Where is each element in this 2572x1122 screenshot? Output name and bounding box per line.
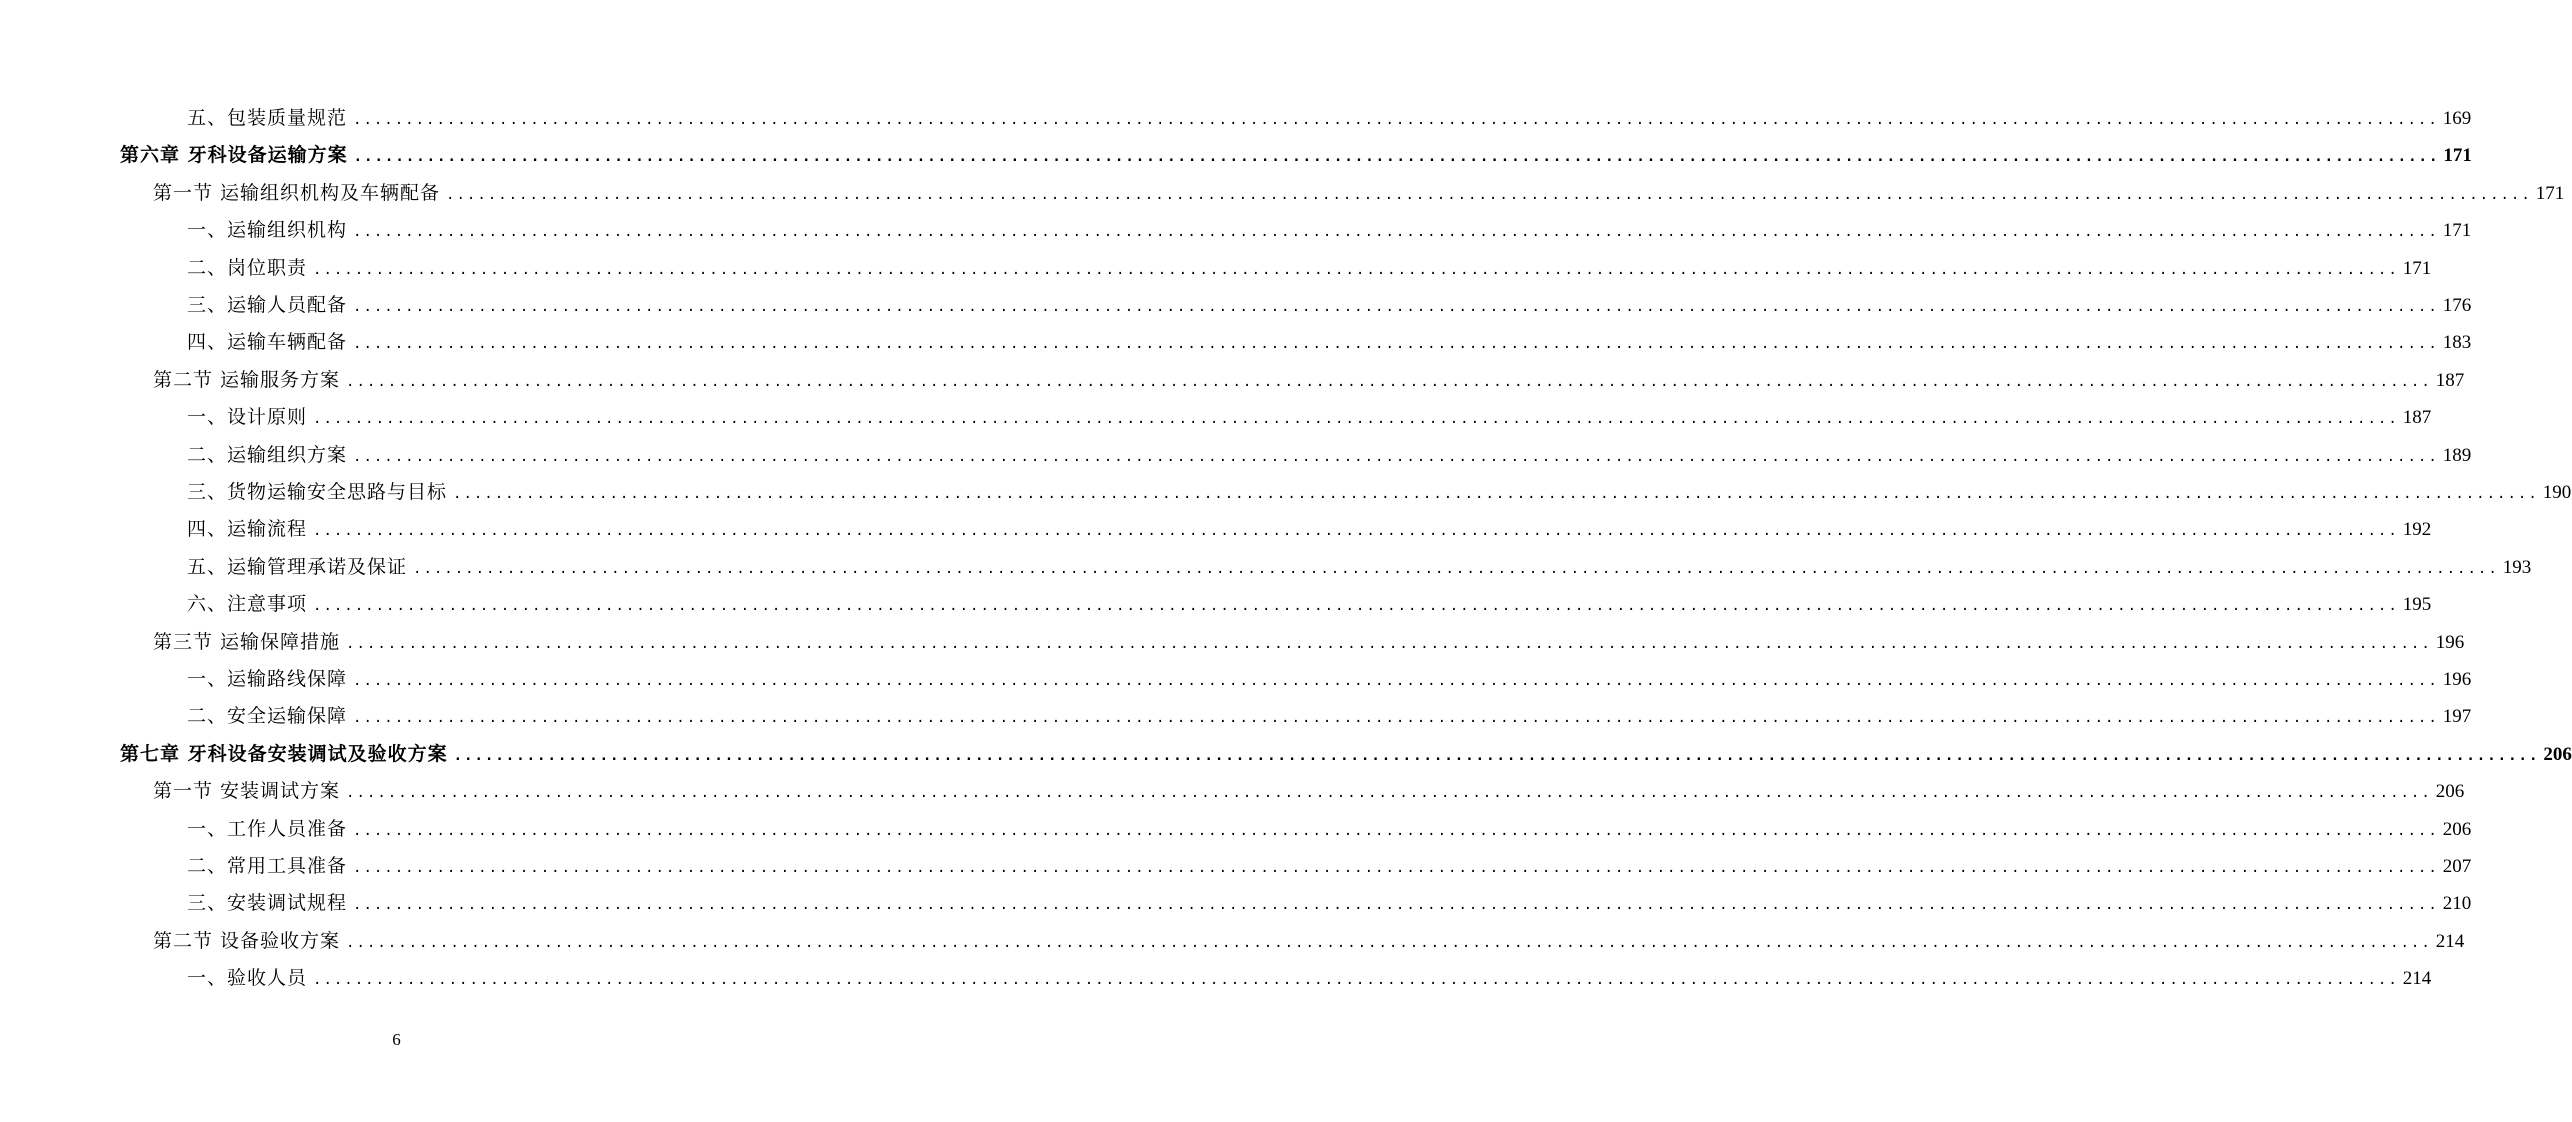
toc-entry-title: 五、包装质量规范 xyxy=(187,107,348,129)
toc-entry-title: 第六章 牙科设备运输方案 xyxy=(120,144,348,167)
toc-entry-title: 第一节 安装调试方案 xyxy=(153,780,341,803)
dot-leader: ........................................................................................................................................................................................................ xyxy=(353,673,2439,689)
toc-entry-section[interactable] xyxy=(153,624,2465,661)
dot-leader: ........................................................................................................................................................................................................ xyxy=(346,373,2432,390)
toc-entry-page: 197 xyxy=(2442,706,2472,728)
dot-leader: ........................................................................................................................................................................................................ xyxy=(353,112,2439,128)
toc-entry-title: 第二节 设备验收方案 xyxy=(153,929,341,952)
dot-leader: ........................................................................................................................................................................................................ xyxy=(453,486,2539,502)
toc-entry-page: 187 xyxy=(2435,369,2465,391)
toc-entry-item[interactable] xyxy=(187,661,2472,698)
toc-entry-item[interactable] xyxy=(187,885,2472,922)
toc-entry-page: 171 xyxy=(2535,182,2565,204)
dot-leader: ........................................................................................................................................................................................................ xyxy=(346,934,2432,951)
dot-leader: ........................................................................................................................................................................................................ xyxy=(313,598,2399,615)
toc-entry-page: 187 xyxy=(2402,407,2432,429)
dot-leader: ........................................................................................................................................................................................................ xyxy=(353,299,2439,315)
toc-entry-page: 207 xyxy=(2442,856,2472,877)
toc-entry-title: 六、注意事项 xyxy=(187,593,308,616)
toc-entry-page: 214 xyxy=(2435,930,2465,952)
toc-entry-title: 五、运输管理承诺及保证 xyxy=(187,555,408,578)
toc-entry-page: 195 xyxy=(2402,594,2432,616)
toc-entry-page: 196 xyxy=(2442,669,2472,690)
toc-entry-title: 一、运输组织机构 xyxy=(187,219,348,242)
toc-entry-section[interactable] xyxy=(153,362,2465,399)
dot-leader: ........................................................................................................................................................................................................ xyxy=(353,822,2439,839)
toc-entry-title: 第二节 运输服务方案 xyxy=(153,368,341,391)
toc-entry-title: 二、运输组织方案 xyxy=(187,443,348,466)
dot-leader: ........................................................................................................................................................................................................ xyxy=(353,897,2439,914)
toc-entry-page: 189 xyxy=(2442,444,2472,466)
toc-entry-page: 210 xyxy=(2442,893,2472,915)
dot-leader: ........................................................................................................................................................................................................ xyxy=(313,972,2399,989)
toc-entry-title: 三、安装调试规程 xyxy=(187,892,348,915)
dot-leader: ........................................................................................................................................................................................................ xyxy=(313,411,2399,428)
toc-entry-chapter[interactable] xyxy=(120,736,2572,773)
toc-entry-title: 一、验收人员 xyxy=(187,967,308,990)
dot-leader: ........................................................................................................................................................................................................ xyxy=(353,860,2439,876)
toc-entry-item[interactable] xyxy=(187,549,2532,586)
dot-leader: ........................................................................................................................................................................................................ xyxy=(353,710,2439,727)
toc-entry-item[interactable] xyxy=(187,474,2572,511)
toc-entry-title: 三、运输人员配备 xyxy=(187,294,348,316)
dot-leader: ........................................................................................................................................................................................................ xyxy=(353,224,2439,241)
toc-entry-item[interactable] xyxy=(187,586,2432,623)
dot-leader: ........................................................................................................................................................................................................ xyxy=(346,785,2432,802)
dot-leader: ........................................................................................................................................................................................................ xyxy=(346,635,2432,652)
toc-entry-item[interactable] xyxy=(187,511,2432,548)
toc-entry-title: 第七章 牙科设备安装调试及验收方案 xyxy=(120,742,448,765)
toc-entry-page: 214 xyxy=(2402,968,2432,990)
dot-leader: ........................................................................................................................................................................................................ xyxy=(353,149,2440,166)
toc-entry-item[interactable] xyxy=(187,698,2472,735)
toc-entry-item[interactable] xyxy=(187,250,2432,287)
toc-entry-title: 二、安全运输保障 xyxy=(187,705,348,728)
toc-entry-item[interactable] xyxy=(187,399,2432,436)
toc-entry-section[interactable] xyxy=(153,175,2565,212)
toc-entry-page: 176 xyxy=(2442,295,2472,316)
toc-entry-chapter[interactable] xyxy=(120,137,2472,174)
toc-entry-page: 169 xyxy=(2442,108,2472,129)
toc-entry-page: 183 xyxy=(2442,332,2472,354)
toc-entry-item[interactable] xyxy=(187,100,2472,137)
toc-entry-page: 206 xyxy=(2435,781,2465,803)
toc-entry-item[interactable] xyxy=(187,848,2472,885)
toc-entry-title: 一、设计原则 xyxy=(187,406,308,429)
toc-entry-page: 192 xyxy=(2402,519,2432,541)
toc-entry-item[interactable] xyxy=(187,212,2472,249)
dot-leader: ........................................................................................................................................................................................................ xyxy=(413,560,2499,577)
toc-entry-page: 196 xyxy=(2435,631,2465,653)
toc-entry-title: 二、常用工具准备 xyxy=(187,855,348,877)
toc-entry-title: 一、运输路线保障 xyxy=(187,668,348,690)
toc-entry-item[interactable] xyxy=(187,437,2472,474)
toc-entry-section[interactable] xyxy=(153,773,2465,810)
toc-entry-item[interactable] xyxy=(187,811,2472,848)
toc-entry-page: 206 xyxy=(2543,743,2572,765)
toc-entry-page: 171 xyxy=(2442,220,2472,242)
toc-entry-title: 三、货物运输安全思路与目标 xyxy=(187,481,448,503)
toc-entry-item[interactable] xyxy=(187,960,2432,997)
toc-entry-title: 二、岗位职责 xyxy=(187,256,308,279)
toc-entry-page: 193 xyxy=(2502,556,2532,578)
toc-entry-title: 第一节 运输组织机构及车辆配备 xyxy=(153,181,441,204)
dot-leader: ........................................................................................................................................................................................................ xyxy=(353,448,2439,465)
toc-entry-page: 206 xyxy=(2442,818,2472,840)
toc-entry-page: 171 xyxy=(2402,257,2432,279)
dot-leader: ........................................................................................................................................................................................................ xyxy=(453,747,2540,764)
toc-entry-page: 190 xyxy=(2542,482,2572,503)
dot-leader: ........................................................................................................................................................................................................ xyxy=(446,186,2532,203)
toc-entry-item[interactable] xyxy=(187,324,2472,361)
toc-entry-item[interactable] xyxy=(187,287,2472,324)
toc-entry-title: 四、运输车辆配备 xyxy=(187,331,348,354)
page-number: 6 xyxy=(392,1030,401,1049)
toc-entry-title: 一、工作人员准备 xyxy=(187,817,348,840)
dot-leader: ........................................................................................................................................................................................................ xyxy=(353,336,2439,353)
dot-leader: ........................................................................................................................................................................................................ xyxy=(313,523,2399,540)
toc-entry-section[interactable] xyxy=(153,923,2465,960)
toc-entry-page: 171 xyxy=(2443,145,2472,167)
toc-entry-title: 第三节 运输保障措施 xyxy=(153,630,341,653)
toc-entry-title: 四、运输流程 xyxy=(187,518,308,541)
dot-leader: ........................................................................................................................................................................................................ xyxy=(313,261,2399,278)
